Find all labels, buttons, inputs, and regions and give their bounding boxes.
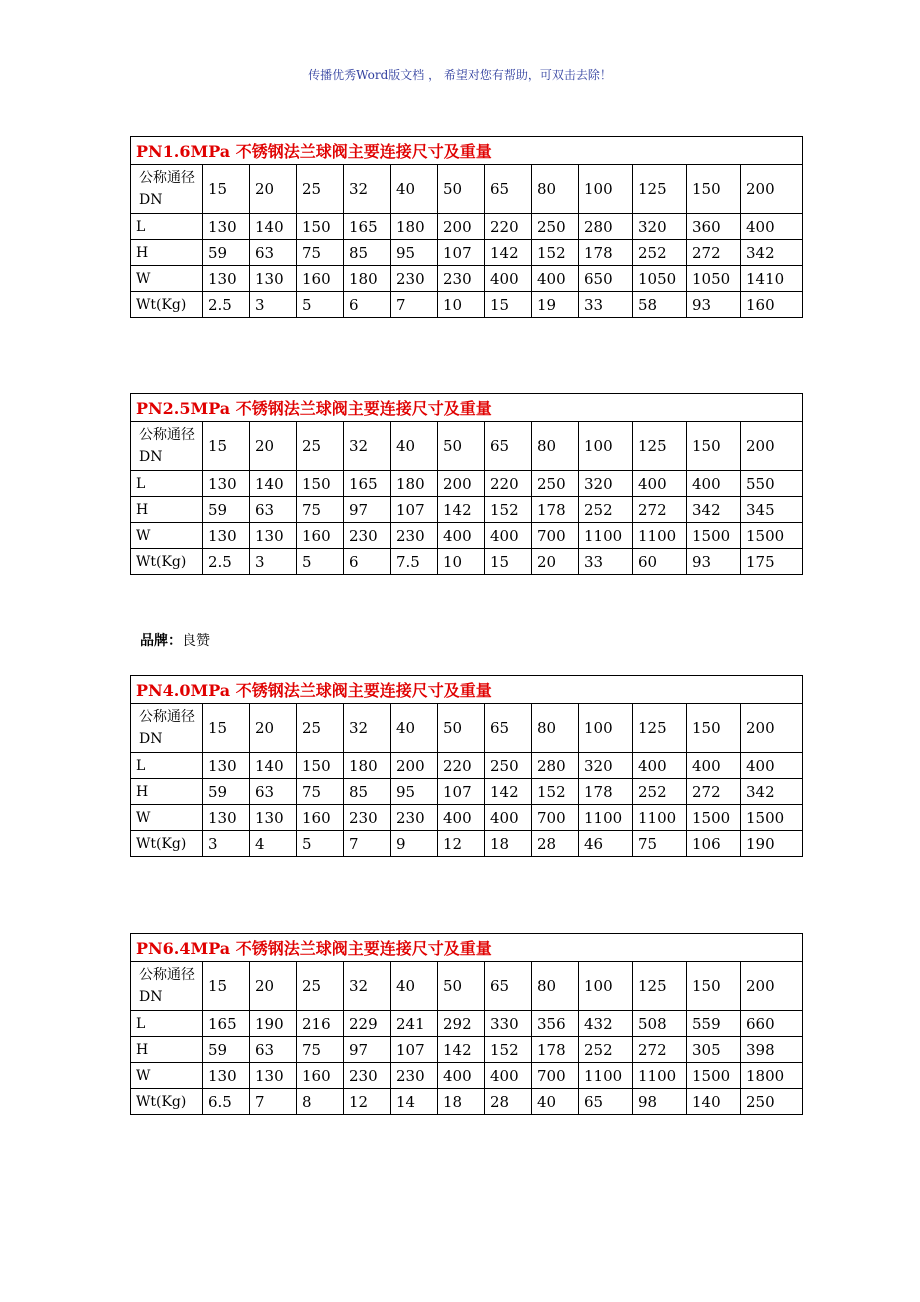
value-cell: 107 (391, 1037, 438, 1063)
table-title: PN2.5MPa 不锈钢法兰球阀主要连接尺寸及重量 (131, 394, 803, 422)
value-cell: 190 (741, 831, 803, 857)
value-cell: 130 (203, 1063, 250, 1089)
dn-cell: 100 (579, 165, 633, 214)
value-cell: 175 (741, 549, 803, 575)
value-cell: 250 (532, 471, 579, 497)
value-cell: 400 (485, 805, 532, 831)
value-cell: 398 (741, 1037, 803, 1063)
dn-cell: 40 (391, 962, 438, 1011)
value-cell: 252 (633, 779, 687, 805)
dn-cell: 200 (741, 422, 803, 471)
value-cell: 140 (250, 753, 297, 779)
value-cell: 400 (485, 266, 532, 292)
dn-cell: 80 (532, 962, 579, 1011)
dn-cell: 50 (438, 165, 485, 214)
value-cell: 280 (579, 214, 633, 240)
row-label: 公称通径 DN (131, 422, 203, 471)
dn-cell: 65 (485, 422, 532, 471)
value-cell: 140 (250, 214, 297, 240)
value-cell: 230 (344, 1063, 391, 1089)
dn-cell: 32 (344, 422, 391, 471)
dn-cell: 20 (250, 422, 297, 471)
value-cell: 342 (687, 497, 741, 523)
value-cell: 190 (250, 1011, 297, 1037)
value-cell: 178 (579, 240, 633, 266)
value-cell: 200 (438, 471, 485, 497)
value-cell: 360 (687, 214, 741, 240)
dn-cell: 100 (579, 704, 633, 753)
value-cell: 400 (687, 753, 741, 779)
value-cell: 650 (579, 266, 633, 292)
value-cell: 320 (579, 471, 633, 497)
value-cell: 400 (741, 214, 803, 240)
table-row (131, 497, 803, 523)
table-row (131, 1063, 803, 1089)
dn-cell: 50 (438, 422, 485, 471)
value-cell: 356 (532, 1011, 579, 1037)
value-cell: 75 (297, 497, 344, 523)
value-cell: 178 (579, 779, 633, 805)
table-row (131, 214, 803, 240)
dn-cell: 25 (297, 165, 344, 214)
value-cell: 60 (633, 549, 687, 575)
dn-cell: 15 (203, 422, 250, 471)
value-cell: 33 (579, 549, 633, 575)
dn-cell: 150 (687, 962, 741, 1011)
table-row (131, 422, 803, 471)
value-cell: 160 (297, 523, 344, 549)
value-cell: 28 (485, 1089, 532, 1115)
value-cell: 432 (579, 1011, 633, 1037)
value-cell: 28 (532, 831, 579, 857)
dn-cell: 200 (741, 165, 803, 214)
row-label: W (131, 1063, 203, 1089)
value-cell: 59 (203, 779, 250, 805)
value-cell: 180 (344, 753, 391, 779)
dn-cell: 40 (391, 422, 438, 471)
value-cell: 152 (532, 779, 579, 805)
row-label: 公称通径 DN (131, 704, 203, 753)
value-cell: 200 (438, 214, 485, 240)
value-cell: 130 (203, 753, 250, 779)
value-cell: 700 (532, 1063, 579, 1089)
value-cell: 272 (633, 1037, 687, 1063)
dn-cell: 50 (438, 704, 485, 753)
dn-cell: 100 (579, 422, 633, 471)
table-row (131, 266, 803, 292)
value-cell: 59 (203, 497, 250, 523)
value-cell: 305 (687, 1037, 741, 1063)
dn-cell: 125 (633, 422, 687, 471)
value-cell: 400 (485, 1063, 532, 1089)
table-row (131, 704, 803, 753)
value-cell: 130 (250, 523, 297, 549)
value-cell: 660 (741, 1011, 803, 1037)
value-cell: 59 (203, 1037, 250, 1063)
value-cell: 400 (485, 523, 532, 549)
value-cell: 152 (485, 497, 532, 523)
dn-cell: 50 (438, 962, 485, 1011)
value-cell: 5 (297, 549, 344, 575)
value-cell: 165 (344, 214, 391, 240)
value-cell: 75 (297, 1037, 344, 1063)
value-cell: 230 (438, 266, 485, 292)
value-cell: 200 (391, 753, 438, 779)
spec-table (130, 136, 803, 318)
value-cell: 63 (250, 1037, 297, 1063)
table-title: PN1.6MPa 不锈钢法兰球阀主要连接尺寸及重量 (131, 137, 803, 165)
value-cell: 10 (438, 549, 485, 575)
value-cell: 1410 (741, 266, 803, 292)
value-cell: 280 (532, 753, 579, 779)
table-row (131, 549, 803, 575)
value-cell: 130 (250, 805, 297, 831)
dn-cell: 100 (579, 962, 633, 1011)
value-cell: 1100 (633, 805, 687, 831)
dn-cell: 80 (532, 165, 579, 214)
dn-cell: 65 (485, 704, 532, 753)
value-cell: 142 (485, 240, 532, 266)
value-cell: 400 (633, 753, 687, 779)
value-cell: 272 (687, 240, 741, 266)
table-row (131, 805, 803, 831)
value-cell: 320 (633, 214, 687, 240)
value-cell: 3 (203, 831, 250, 857)
dn-cell: 25 (297, 962, 344, 1011)
row-label: H (131, 497, 203, 523)
value-cell: 20 (532, 549, 579, 575)
row-label: Wt(Kg) (131, 549, 203, 575)
value-cell: 5 (297, 292, 344, 318)
value-cell: 241 (391, 1011, 438, 1037)
value-cell: 559 (687, 1011, 741, 1037)
value-cell: 229 (344, 1011, 391, 1037)
value-cell: 230 (391, 523, 438, 549)
value-cell: 700 (532, 523, 579, 549)
value-cell: 1050 (633, 266, 687, 292)
row-label: Wt(Kg) (131, 292, 203, 318)
value-cell: 252 (579, 1037, 633, 1063)
table-row (131, 753, 803, 779)
row-label: 公称通径 DN (131, 962, 203, 1011)
value-cell: 1100 (579, 523, 633, 549)
value-cell: 6 (344, 549, 391, 575)
dn-cell: 150 (687, 704, 741, 753)
table-row (131, 292, 803, 318)
value-cell: 7 (391, 292, 438, 318)
value-cell: 150 (297, 471, 344, 497)
table-row (131, 962, 803, 1011)
value-cell: 160 (297, 266, 344, 292)
table-row (131, 1089, 803, 1115)
value-cell: 107 (438, 240, 485, 266)
value-cell: 1500 (687, 1063, 741, 1089)
row-label: H (131, 240, 203, 266)
value-cell: 5 (297, 831, 344, 857)
table-row (131, 831, 803, 857)
value-cell: 4 (250, 831, 297, 857)
row-label: 公称通径 DN (131, 165, 203, 214)
value-cell: 130 (203, 214, 250, 240)
table-row (131, 1037, 803, 1063)
table-title: PN4.0MPa 不锈钢法兰球阀主要连接尺寸及重量 (131, 676, 803, 704)
value-cell: 700 (532, 805, 579, 831)
value-cell: 142 (485, 779, 532, 805)
dn-cell: 32 (344, 962, 391, 1011)
value-cell: 216 (297, 1011, 344, 1037)
value-cell: 63 (250, 779, 297, 805)
table-row (131, 1011, 803, 1037)
value-cell: 400 (687, 471, 741, 497)
value-cell: 220 (485, 471, 532, 497)
row-label: L (131, 1011, 203, 1037)
value-cell: 165 (344, 471, 391, 497)
dn-cell: 150 (687, 422, 741, 471)
value-cell: 252 (579, 497, 633, 523)
value-cell: 292 (438, 1011, 485, 1037)
value-cell: 97 (344, 1037, 391, 1063)
dn-cell: 200 (741, 962, 803, 1011)
value-cell: 1100 (579, 805, 633, 831)
value-cell: 165 (203, 1011, 250, 1037)
value-cell: 140 (250, 471, 297, 497)
table-row (131, 240, 803, 266)
value-cell: 150 (297, 214, 344, 240)
dn-cell: 15 (203, 165, 250, 214)
brand-line (140, 630, 210, 650)
dn-cell: 20 (250, 165, 297, 214)
value-cell: 178 (532, 1037, 579, 1063)
value-cell: 142 (438, 497, 485, 523)
value-cell: 320 (579, 753, 633, 779)
value-cell: 342 (741, 779, 803, 805)
value-cell: 1050 (687, 266, 741, 292)
value-cell: 19 (532, 292, 579, 318)
value-cell: 15 (485, 549, 532, 575)
value-cell: 65 (579, 1089, 633, 1115)
row-label: Wt(Kg) (131, 831, 203, 857)
value-cell: 7.5 (391, 549, 438, 575)
value-cell: 230 (344, 805, 391, 831)
value-cell: 6.5 (203, 1089, 250, 1115)
table-row (131, 779, 803, 805)
value-cell: 33 (579, 292, 633, 318)
dn-cell: 80 (532, 422, 579, 471)
spec-table (130, 675, 803, 857)
value-cell: 95 (391, 240, 438, 266)
row-label: W (131, 523, 203, 549)
value-cell: 130 (203, 471, 250, 497)
value-cell: 1100 (579, 1063, 633, 1089)
value-cell: 152 (532, 240, 579, 266)
value-cell: 95 (391, 779, 438, 805)
value-cell: 342 (741, 240, 803, 266)
value-cell: 130 (250, 266, 297, 292)
dn-cell: 125 (633, 962, 687, 1011)
dn-cell: 125 (633, 165, 687, 214)
row-label: L (131, 753, 203, 779)
value-cell: 75 (297, 240, 344, 266)
dn-cell: 40 (391, 704, 438, 753)
row-label: H (131, 1037, 203, 1063)
dn-cell: 20 (250, 962, 297, 1011)
value-cell: 160 (741, 292, 803, 318)
row-label: Wt(Kg) (131, 1089, 203, 1115)
value-cell: 180 (344, 266, 391, 292)
spec-table (130, 393, 803, 575)
dn-cell: 15 (203, 962, 250, 1011)
value-cell: 180 (391, 214, 438, 240)
row-label: W (131, 266, 203, 292)
value-cell: 106 (687, 831, 741, 857)
value-cell: 550 (741, 471, 803, 497)
value-cell: 1100 (633, 523, 687, 549)
value-cell: 2.5 (203, 292, 250, 318)
row-label: H (131, 779, 203, 805)
value-cell: 3 (250, 292, 297, 318)
value-cell: 7 (344, 831, 391, 857)
value-cell: 230 (344, 523, 391, 549)
value-cell: 220 (438, 753, 485, 779)
value-cell: 178 (532, 497, 579, 523)
dn-cell: 65 (485, 962, 532, 1011)
value-cell: 46 (579, 831, 633, 857)
value-cell: 63 (250, 497, 297, 523)
value-cell: 160 (297, 1063, 344, 1089)
value-cell: 400 (438, 1063, 485, 1089)
value-cell: 1500 (687, 523, 741, 549)
brand-label: 品牌： (140, 633, 182, 649)
value-cell: 18 (485, 831, 532, 857)
value-cell: 107 (391, 497, 438, 523)
value-cell: 508 (633, 1011, 687, 1037)
value-cell: 230 (391, 1063, 438, 1089)
value-cell: 75 (633, 831, 687, 857)
value-cell: 58 (633, 292, 687, 318)
value-cell: 18 (438, 1089, 485, 1115)
dn-cell: 20 (250, 704, 297, 753)
value-cell: 140 (687, 1089, 741, 1115)
dn-cell: 25 (297, 704, 344, 753)
value-cell: 130 (203, 805, 250, 831)
dn-cell: 200 (741, 704, 803, 753)
value-cell: 230 (391, 805, 438, 831)
value-cell: 59 (203, 240, 250, 266)
value-cell: 220 (485, 214, 532, 240)
value-cell: 230 (391, 266, 438, 292)
value-cell: 107 (438, 779, 485, 805)
value-cell: 400 (741, 753, 803, 779)
dn-cell: 80 (532, 704, 579, 753)
dn-cell: 65 (485, 165, 532, 214)
value-cell: 12 (344, 1089, 391, 1115)
value-cell: 98 (633, 1089, 687, 1115)
value-cell: 93 (687, 549, 741, 575)
value-cell: 75 (297, 779, 344, 805)
dn-cell: 125 (633, 704, 687, 753)
value-cell: 150 (297, 753, 344, 779)
document-header-note: 传播优秀Word版文档 ， 希望对您有帮助，可双击去除！ (308, 68, 612, 82)
value-cell: 63 (250, 240, 297, 266)
table-title: PN6.4MPa 不锈钢法兰球阀主要连接尺寸及重量 (131, 934, 803, 962)
value-cell: 1500 (741, 523, 803, 549)
value-cell: 252 (633, 240, 687, 266)
row-label: W (131, 805, 203, 831)
value-cell: 160 (297, 805, 344, 831)
value-cell: 345 (741, 497, 803, 523)
dn-cell: 32 (344, 704, 391, 753)
value-cell: 1800 (741, 1063, 803, 1089)
value-cell: 152 (485, 1037, 532, 1063)
spec-table (130, 933, 803, 1115)
value-cell: 142 (438, 1037, 485, 1063)
value-cell: 15 (485, 292, 532, 318)
dn-cell: 15 (203, 704, 250, 753)
value-cell: 250 (741, 1089, 803, 1115)
value-cell: 272 (633, 497, 687, 523)
value-cell: 6 (344, 292, 391, 318)
row-label: L (131, 471, 203, 497)
value-cell: 400 (438, 805, 485, 831)
dn-cell: 32 (344, 165, 391, 214)
value-cell: 97 (344, 497, 391, 523)
dn-cell: 40 (391, 165, 438, 214)
table-row (131, 471, 803, 497)
value-cell: 93 (687, 292, 741, 318)
value-cell: 250 (532, 214, 579, 240)
brand-value: 良赞 (182, 633, 210, 649)
value-cell: 1500 (741, 805, 803, 831)
value-cell: 400 (633, 471, 687, 497)
value-cell: 3 (250, 549, 297, 575)
value-cell: 272 (687, 779, 741, 805)
row-label: L (131, 214, 203, 240)
value-cell: 130 (203, 523, 250, 549)
value-cell: 2.5 (203, 549, 250, 575)
value-cell: 8 (297, 1089, 344, 1115)
value-cell: 9 (391, 831, 438, 857)
value-cell: 1100 (633, 1063, 687, 1089)
value-cell: 10 (438, 292, 485, 318)
table-row (131, 523, 803, 549)
value-cell: 400 (532, 266, 579, 292)
dn-cell: 150 (687, 165, 741, 214)
value-cell: 330 (485, 1011, 532, 1037)
value-cell: 85 (344, 240, 391, 266)
value-cell: 400 (438, 523, 485, 549)
value-cell: 250 (485, 753, 532, 779)
table-row (131, 165, 803, 214)
value-cell: 130 (203, 266, 250, 292)
dn-cell: 25 (297, 422, 344, 471)
value-cell: 1500 (687, 805, 741, 831)
value-cell: 40 (532, 1089, 579, 1115)
value-cell: 85 (344, 779, 391, 805)
value-cell: 7 (250, 1089, 297, 1115)
value-cell: 180 (391, 471, 438, 497)
value-cell: 12 (438, 831, 485, 857)
value-cell: 130 (250, 1063, 297, 1089)
value-cell: 14 (391, 1089, 438, 1115)
